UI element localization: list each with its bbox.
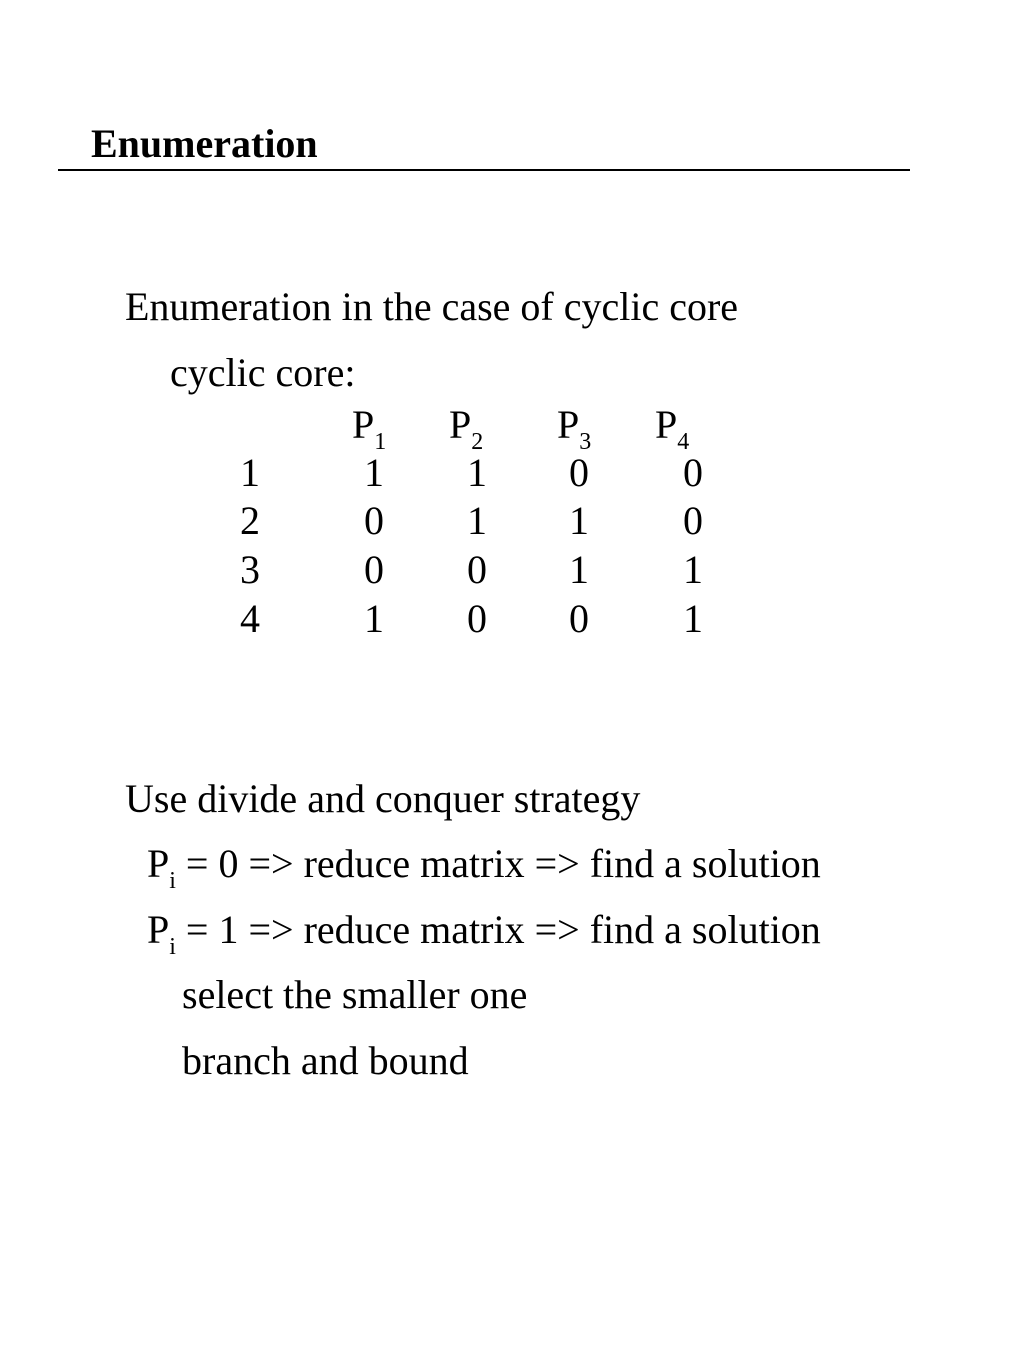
matrix-cell: 0 <box>569 450 589 495</box>
matrix-cell: 0 <box>364 498 384 543</box>
strategy-line-pi-zero: $P_i = 0$ => reduce matrix => find a solution <box>147 841 821 894</box>
title-divider <box>58 169 910 171</box>
matrix-cell: 1 <box>364 450 384 495</box>
matrix-cell: 1 <box>569 498 589 543</box>
matrix-cell: 1 <box>683 596 703 641</box>
strategy-line-select: select the smaller one <box>182 972 528 1017</box>
matrix-row-label: 4 <box>240 596 260 641</box>
matrix-cell: 1 <box>467 498 487 543</box>
matrix-cell: 0 <box>364 547 384 592</box>
cyclic-core-label: cyclic core: <box>170 350 356 395</box>
strategy-line-branch: branch and bound <box>182 1038 469 1083</box>
strategy-heading: Use divide and conquer strategy <box>125 776 641 821</box>
matrix-column-header: $P_1$ <box>352 402 387 455</box>
matrix-cell: 1 <box>467 450 487 495</box>
matrix-row-label: 2 <box>240 498 260 543</box>
matrix-column-header: $P_4$ <box>655 402 690 455</box>
matrix-cell: 1 <box>364 596 384 641</box>
matrix-column-header: $P_3$ <box>557 402 592 455</box>
matrix-row-label: 1 <box>240 450 260 495</box>
section-heading-enumeration: Enumeration in the case of cyclic core <box>125 284 739 329</box>
matrix-cell: 0 <box>569 596 589 641</box>
matrix-cell: 1 <box>683 547 703 592</box>
matrix-cell: 0 <box>467 596 487 641</box>
page-title: Enumeration <box>91 121 318 166</box>
matrix-column-header: $P_2$ <box>449 402 484 455</box>
matrix-cell: 0 <box>467 547 487 592</box>
matrix-cell: 0 <box>683 498 703 543</box>
matrix-row-label: 3 <box>240 547 260 592</box>
matrix-cell: 1 <box>569 547 589 592</box>
strategy-line-pi-one: $P_i = 1$ => reduce matrix => find a solution <box>147 907 821 960</box>
matrix-cell: 0 <box>683 450 703 495</box>
